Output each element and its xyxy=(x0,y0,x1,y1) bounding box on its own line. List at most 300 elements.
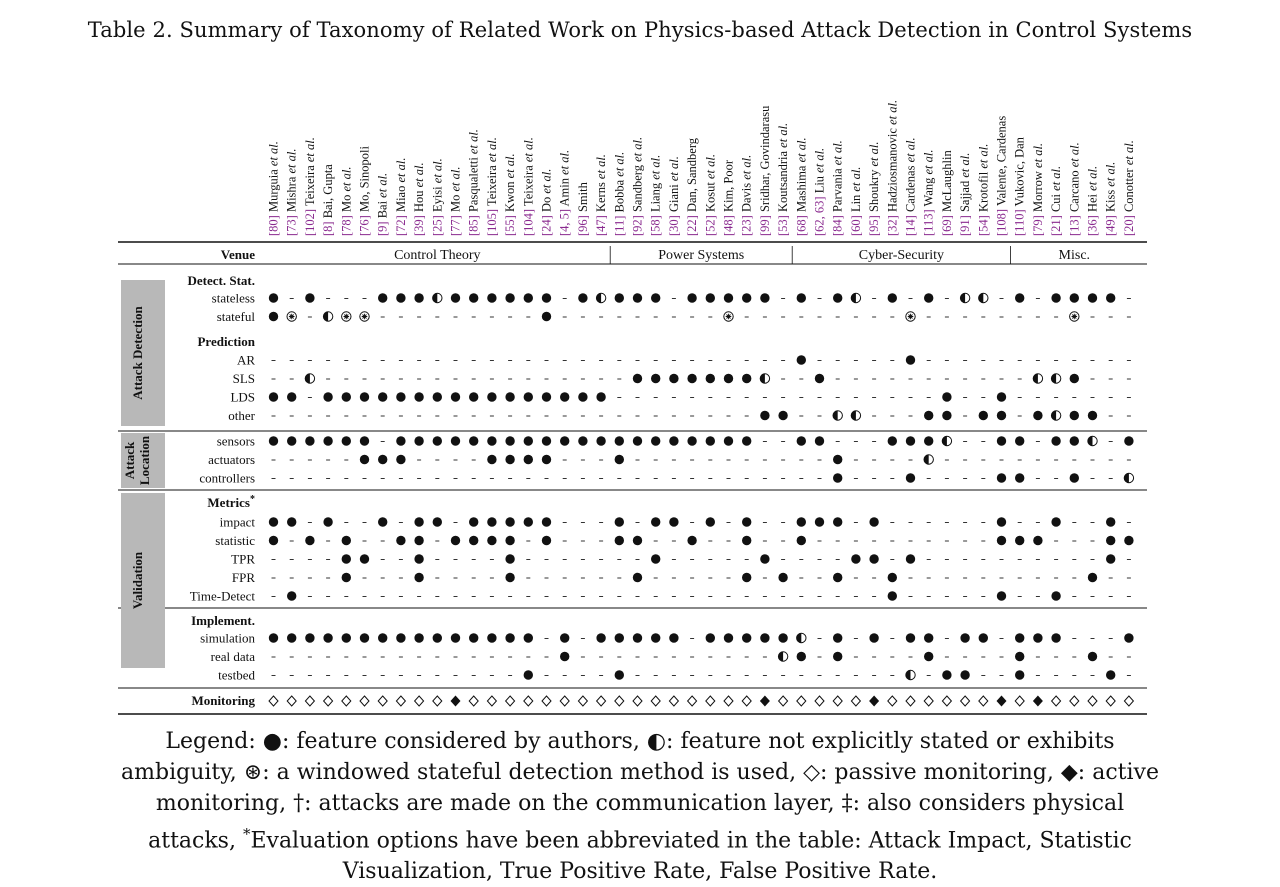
column-header: [99] Sridhar, Govindarasu xyxy=(757,105,772,236)
passive-diamond-icon xyxy=(360,696,369,706)
passive-diamond-icon xyxy=(469,696,478,706)
row-label: stateful xyxy=(216,309,255,324)
active-diamond-icon xyxy=(1033,696,1043,707)
passive-diamond-icon xyxy=(742,696,751,706)
filled-circle-icon xyxy=(960,633,969,642)
filled-circle-icon xyxy=(942,670,951,679)
filled-circle-icon xyxy=(287,633,296,642)
filled-circle-icon xyxy=(687,374,696,383)
filled-circle-icon xyxy=(924,633,933,642)
half-circle-icon xyxy=(1088,436,1097,445)
filled-circle-icon xyxy=(487,392,496,401)
row-label: SLS xyxy=(232,371,255,386)
legend-text: Evaluation options have been abbreviated in the table: Attack Impact, Statistic Visualization, True Positive Rate, False Positive Rate. xyxy=(250,828,1132,885)
filled-circle-icon xyxy=(578,436,587,445)
column-header: [24] Do et al. xyxy=(539,168,554,236)
half-circle-icon xyxy=(833,411,842,420)
passive-diamond-icon xyxy=(706,696,715,706)
filled-circle-icon xyxy=(651,293,660,302)
filled-circle-icon xyxy=(833,293,842,302)
filled-circle-icon xyxy=(1106,517,1115,526)
column-header: [58] Liang et al. xyxy=(648,154,663,236)
column-header: [54] Krotofil et al. xyxy=(976,143,991,236)
filled-circle-icon xyxy=(378,392,387,401)
filled-circle-icon xyxy=(1015,670,1024,679)
column-header: [73] Mishra et al. xyxy=(284,148,299,236)
filled-circle-icon xyxy=(542,312,551,321)
venue-group: Control Theory xyxy=(394,248,481,263)
filled-circle-icon xyxy=(1033,536,1042,545)
filled-circle-icon xyxy=(760,411,769,420)
filled-circle-icon xyxy=(396,455,405,464)
filled-circle-icon xyxy=(778,573,787,582)
filled-circle-icon xyxy=(760,293,769,302)
passive-diamond-icon xyxy=(651,696,660,706)
filled-circle-icon xyxy=(433,392,442,401)
filled-circle-icon xyxy=(305,293,314,302)
filled-circle-icon xyxy=(469,436,478,445)
filled-circle-icon xyxy=(305,536,314,545)
filled-circle-icon xyxy=(433,436,442,445)
filled-circle-icon xyxy=(505,293,514,302)
filled-circle-icon xyxy=(615,536,624,545)
filled-circle-icon xyxy=(433,517,442,526)
half-circle-icon xyxy=(906,670,915,679)
filled-circle-icon xyxy=(997,591,1006,600)
filled-circle-icon xyxy=(778,633,787,642)
filled-circle-icon xyxy=(378,517,387,526)
filled-circle-icon xyxy=(360,392,369,401)
column-header: [13] Carcano et al. xyxy=(1067,142,1082,236)
row-label: real data xyxy=(210,649,255,664)
filled-circle-icon xyxy=(578,392,587,401)
filled-circle-icon xyxy=(615,455,624,464)
half-circle-icon xyxy=(960,293,969,302)
filled-circle-icon xyxy=(323,517,332,526)
filled-circle-icon xyxy=(287,591,296,600)
filled-circle-icon xyxy=(469,517,478,526)
filled-circle-icon xyxy=(524,392,533,401)
filled-circle-icon xyxy=(742,573,751,582)
column-header: [23] Davis et al. xyxy=(739,154,754,236)
filled-circle-icon xyxy=(833,633,842,642)
filled-circle-icon xyxy=(323,392,332,401)
table-caption: Table 2. Summary of Taxonomy of Related Work on Physics-based Attack Detection in Control Systems xyxy=(87,18,1193,42)
passive-diamond-icon xyxy=(615,696,624,706)
filled-circle-icon xyxy=(269,392,278,401)
filled-circle-icon xyxy=(542,293,551,302)
row-label: controllers xyxy=(199,470,255,486)
filled-circle-icon xyxy=(888,591,897,600)
passive-diamond-icon xyxy=(378,696,387,706)
legend-symbol: ◇ xyxy=(803,760,821,785)
filled-circle-icon xyxy=(269,633,278,642)
column-header: [113] Wang et al. xyxy=(921,149,936,236)
filled-circle-icon xyxy=(414,554,423,563)
filled-circle-icon xyxy=(942,392,951,401)
filled-circle-icon xyxy=(651,374,660,383)
filled-circle-icon xyxy=(724,633,733,642)
legend-symbol: ⊛ xyxy=(243,760,263,785)
column-header: [92] Sandberg et al. xyxy=(630,136,645,236)
column-header: [52] Kosut et al. xyxy=(703,154,718,236)
column-header: [77] Mo et al. xyxy=(448,166,463,236)
legend-text: : also considers physical attacks, xyxy=(148,791,1125,854)
filled-circle-icon xyxy=(1070,436,1079,445)
filled-circle-icon xyxy=(615,633,624,642)
passive-diamond-icon xyxy=(524,696,533,706)
filled-circle-icon xyxy=(414,436,423,445)
filled-circle-icon xyxy=(560,633,569,642)
filled-circle-icon xyxy=(342,554,351,563)
row-label: sensors xyxy=(216,433,255,449)
filled-circle-icon xyxy=(342,633,351,642)
passive-diamond-icon xyxy=(1106,696,1115,706)
filled-circle-icon xyxy=(451,293,460,302)
filled-circle-icon xyxy=(269,293,278,302)
row-label: actuators xyxy=(208,452,255,467)
filled-circle-icon xyxy=(651,436,660,445)
filled-circle-icon xyxy=(1106,536,1115,545)
filled-circle-icon xyxy=(1124,536,1133,545)
filled-circle-icon xyxy=(742,517,751,526)
filled-circle-icon xyxy=(305,633,314,642)
venue-label: Venue xyxy=(220,247,255,262)
filled-circle-icon xyxy=(906,554,915,563)
filled-circle-icon xyxy=(469,293,478,302)
legend-symbol: † xyxy=(293,791,305,816)
active-diamond-icon xyxy=(869,696,879,707)
filled-circle-icon xyxy=(1051,517,1060,526)
filled-circle-icon xyxy=(505,455,514,464)
half-circle-icon xyxy=(851,411,860,420)
half-circle-icon xyxy=(778,652,787,661)
passive-diamond-icon xyxy=(1124,696,1133,706)
column-header: [62, 63] Liu et al. xyxy=(812,147,827,236)
filled-circle-icon xyxy=(1015,633,1024,642)
passive-diamond-icon xyxy=(487,696,496,706)
filled-circle-icon xyxy=(487,633,496,642)
column-header: [72] Miao et al. xyxy=(393,157,408,236)
filled-circle-icon xyxy=(797,652,806,661)
half-circle-icon xyxy=(760,374,769,383)
passive-diamond-icon xyxy=(1052,696,1061,706)
filled-circle-icon xyxy=(687,293,696,302)
filled-circle-icon xyxy=(633,436,642,445)
passive-diamond-icon xyxy=(797,696,806,706)
filled-circle-icon xyxy=(997,392,1006,401)
filled-circle-icon xyxy=(305,436,314,445)
filled-circle-icon xyxy=(1015,536,1024,545)
filled-circle-icon xyxy=(1070,473,1079,482)
filled-circle-icon xyxy=(1106,554,1115,563)
filled-circle-icon xyxy=(1106,293,1115,302)
passive-diamond-icon xyxy=(506,696,515,706)
half-circle-icon xyxy=(1051,374,1060,383)
column-header: [8] Bai, Gupta xyxy=(321,164,336,236)
filled-circle-icon xyxy=(724,293,733,302)
half-circle-icon xyxy=(305,374,314,383)
windowed-circle-icon xyxy=(724,312,733,321)
filled-circle-icon xyxy=(997,436,1006,445)
active-diamond-icon xyxy=(997,696,1007,707)
filled-circle-icon xyxy=(505,554,514,563)
legend-symbol: ● xyxy=(262,729,282,754)
filled-circle-icon xyxy=(433,633,442,642)
filled-circle-icon xyxy=(396,293,405,302)
filled-circle-icon xyxy=(1033,411,1042,420)
filled-circle-icon xyxy=(687,436,696,445)
filled-circle-icon xyxy=(615,436,624,445)
passive-diamond-icon xyxy=(269,696,278,706)
filled-circle-icon xyxy=(724,436,733,445)
column-header: [25] Eyisi et al. xyxy=(430,158,445,236)
filled-circle-icon xyxy=(615,293,624,302)
passive-diamond-icon xyxy=(433,696,442,706)
legend-symbol: ‡ xyxy=(841,791,853,816)
side-label: Attack Detection xyxy=(130,306,145,400)
filled-circle-icon xyxy=(414,633,423,642)
filled-circle-icon xyxy=(560,392,569,401)
legend-text: : passive monitoring, xyxy=(820,760,1061,785)
column-header: [48] Kim, Poor xyxy=(721,159,736,236)
monitoring-label: Monitoring xyxy=(191,693,255,708)
column-header: [78] Mo et al. xyxy=(339,166,354,236)
filled-circle-icon xyxy=(1051,591,1060,600)
filled-circle-icon xyxy=(505,573,514,582)
filled-circle-icon xyxy=(888,436,897,445)
filled-circle-icon xyxy=(342,536,351,545)
filled-circle-icon xyxy=(706,374,715,383)
filled-circle-icon xyxy=(906,355,915,364)
column-header: [68] Mashima et al. xyxy=(794,137,809,236)
filled-circle-icon xyxy=(615,517,624,526)
row-group-label: Metrics* xyxy=(207,494,255,510)
filled-circle-icon xyxy=(596,633,605,642)
windowed-circle-icon xyxy=(342,312,351,321)
filled-circle-icon xyxy=(396,536,405,545)
venue-group: Cyber-Security xyxy=(858,248,945,263)
filled-circle-icon xyxy=(487,536,496,545)
column-header: [110] Vukovic, Dan xyxy=(1012,137,1027,236)
column-header: [105] Teixeira et al. xyxy=(484,137,499,236)
passive-diamond-icon xyxy=(415,696,424,706)
filled-circle-icon xyxy=(742,633,751,642)
side-label: AttackLocation xyxy=(122,435,152,486)
filled-circle-icon xyxy=(360,633,369,642)
filled-circle-icon xyxy=(505,633,514,642)
row-label: AR xyxy=(236,352,255,368)
filled-circle-icon xyxy=(797,355,806,364)
column-header: [21] Cui et al. xyxy=(1049,165,1064,236)
column-header: [85] Pasqualetti et al. xyxy=(466,129,481,236)
active-diamond-icon xyxy=(451,696,461,707)
filled-circle-icon xyxy=(615,670,624,679)
filled-circle-icon xyxy=(815,374,824,383)
filled-circle-icon xyxy=(269,312,278,321)
legend-symbol: ◐ xyxy=(646,729,667,754)
filled-circle-icon xyxy=(760,554,769,563)
filled-circle-icon xyxy=(269,436,278,445)
half-circle-icon xyxy=(797,633,806,642)
filled-circle-icon xyxy=(542,392,551,401)
filled-circle-icon xyxy=(888,293,897,302)
filled-circle-icon xyxy=(669,633,678,642)
filled-circle-icon xyxy=(687,536,696,545)
passive-diamond-icon xyxy=(342,696,351,706)
half-circle-icon xyxy=(323,312,332,321)
filled-circle-icon xyxy=(906,473,915,482)
legend-text: : feature not explicitly stated or exhibits ambiguity, xyxy=(121,729,1115,785)
passive-diamond-icon xyxy=(1088,696,1097,706)
venue-group: Power Systems xyxy=(658,248,745,263)
windowed-circle-icon xyxy=(1070,312,1079,321)
passive-diamond-icon xyxy=(542,696,551,706)
column-header: [20] Conotter et al. xyxy=(1121,140,1136,236)
column-header: [76] Mo, Sinopoli xyxy=(357,146,372,236)
passive-diamond-icon xyxy=(324,696,333,706)
filled-circle-icon xyxy=(323,436,332,445)
filled-circle-icon xyxy=(505,436,514,445)
filled-circle-icon xyxy=(906,436,915,445)
legend-symbol: * xyxy=(242,825,251,843)
passive-diamond-icon xyxy=(833,696,842,706)
filled-circle-icon xyxy=(487,293,496,302)
filled-circle-icon xyxy=(651,554,660,563)
filled-circle-icon xyxy=(742,436,751,445)
filled-circle-icon xyxy=(924,293,933,302)
passive-diamond-icon xyxy=(942,696,951,706)
column-header: [39] Hou et al. xyxy=(412,162,427,236)
filled-circle-icon xyxy=(414,573,423,582)
legend-text: : active monitoring, xyxy=(155,760,1159,816)
filled-circle-icon xyxy=(669,517,678,526)
filled-circle-icon xyxy=(287,517,296,526)
table-legend xyxy=(110,726,1170,887)
half-circle-icon xyxy=(433,293,442,302)
filled-circle-icon xyxy=(651,633,660,642)
windowed-circle-icon xyxy=(287,312,296,321)
filled-circle-icon xyxy=(487,455,496,464)
filled-circle-icon xyxy=(669,436,678,445)
windowed-circle-icon xyxy=(360,312,369,321)
half-circle-icon xyxy=(979,293,988,302)
filled-circle-icon xyxy=(560,436,569,445)
legend-text: : feature considered by authors, xyxy=(282,729,647,754)
filled-circle-icon xyxy=(542,436,551,445)
legend-text: : a windowed stateful detection method is used, xyxy=(262,760,804,785)
passive-diamond-icon xyxy=(669,696,678,706)
filled-circle-icon xyxy=(742,536,751,545)
passive-diamond-icon xyxy=(1015,696,1024,706)
filled-circle-icon xyxy=(287,436,296,445)
filled-circle-icon xyxy=(833,473,842,482)
filled-circle-icon xyxy=(633,573,642,582)
column-header: [47] Kerns et al. xyxy=(594,154,609,236)
column-header: [96] Smith xyxy=(575,182,590,236)
filled-circle-icon xyxy=(997,536,1006,545)
filled-circle-icon xyxy=(360,436,369,445)
filled-circle-icon xyxy=(1015,652,1024,661)
column-header: [102] Teixeira et al. xyxy=(302,137,317,236)
legend-text: : attacks are made on the communication layer, xyxy=(304,791,842,816)
passive-diamond-icon xyxy=(287,696,296,706)
filled-circle-icon xyxy=(1051,633,1060,642)
half-circle-icon xyxy=(924,455,933,464)
passive-diamond-icon xyxy=(779,696,788,706)
column-header: [84] Parvania et al. xyxy=(830,140,845,236)
passive-diamond-icon xyxy=(688,696,697,706)
filled-circle-icon xyxy=(287,392,296,401)
column-header: [91] Sajjad et al. xyxy=(958,152,973,236)
filled-circle-icon xyxy=(869,554,878,563)
filled-circle-icon xyxy=(378,455,387,464)
filled-circle-icon xyxy=(469,392,478,401)
filled-circle-icon xyxy=(1015,473,1024,482)
filled-circle-icon xyxy=(1051,436,1060,445)
legend-symbol: ◆ xyxy=(1060,760,1078,785)
filled-circle-icon xyxy=(378,293,387,302)
filled-circle-icon xyxy=(797,293,806,302)
filled-circle-icon xyxy=(633,374,642,383)
filled-circle-icon xyxy=(869,633,878,642)
filled-circle-icon xyxy=(542,455,551,464)
row-label: LDS xyxy=(230,389,255,405)
filled-circle-icon xyxy=(669,374,678,383)
filled-circle-icon xyxy=(815,517,824,526)
column-header: [30] Giani et al. xyxy=(666,156,681,236)
filled-circle-icon xyxy=(451,392,460,401)
filled-circle-icon xyxy=(997,411,1006,420)
filled-circle-icon xyxy=(960,670,969,679)
passive-diamond-icon xyxy=(979,696,988,706)
filled-circle-icon xyxy=(342,392,351,401)
filled-circle-icon xyxy=(396,633,405,642)
row-group-label: Detect. Stat. xyxy=(187,273,255,288)
filled-circle-icon xyxy=(906,633,915,642)
filled-circle-icon xyxy=(724,374,733,383)
column-header: [11] Bobba et al. xyxy=(612,151,627,236)
filled-circle-icon xyxy=(833,517,842,526)
filled-circle-icon xyxy=(469,633,478,642)
filled-circle-icon xyxy=(360,554,369,563)
passive-diamond-icon xyxy=(961,696,970,706)
filled-circle-icon xyxy=(924,411,933,420)
filled-circle-icon xyxy=(760,633,769,642)
column-header: [4, 5] Amin et al. xyxy=(557,149,572,236)
row-group-label: Implement. xyxy=(191,613,255,628)
filled-circle-icon xyxy=(342,573,351,582)
column-header: [53] Koutsandria et al. xyxy=(776,122,791,236)
column-header: [79] Morrow et al. xyxy=(1030,142,1045,236)
passive-diamond-icon xyxy=(560,696,569,706)
filled-circle-icon xyxy=(1070,374,1079,383)
filled-circle-icon xyxy=(633,633,642,642)
filled-circle-icon xyxy=(633,293,642,302)
column-header: [9] Bai et al. xyxy=(375,172,390,236)
filled-circle-icon xyxy=(778,411,787,420)
filled-circle-icon xyxy=(997,517,1006,526)
filled-circle-icon xyxy=(414,293,423,302)
half-circle-icon xyxy=(851,293,860,302)
filled-circle-icon xyxy=(742,374,751,383)
row-label: statistic xyxy=(215,533,255,548)
filled-circle-icon xyxy=(706,517,715,526)
filled-circle-icon xyxy=(360,455,369,464)
filled-circle-icon xyxy=(524,517,533,526)
passive-diamond-icon xyxy=(633,696,642,706)
row-label: impact xyxy=(219,514,255,530)
